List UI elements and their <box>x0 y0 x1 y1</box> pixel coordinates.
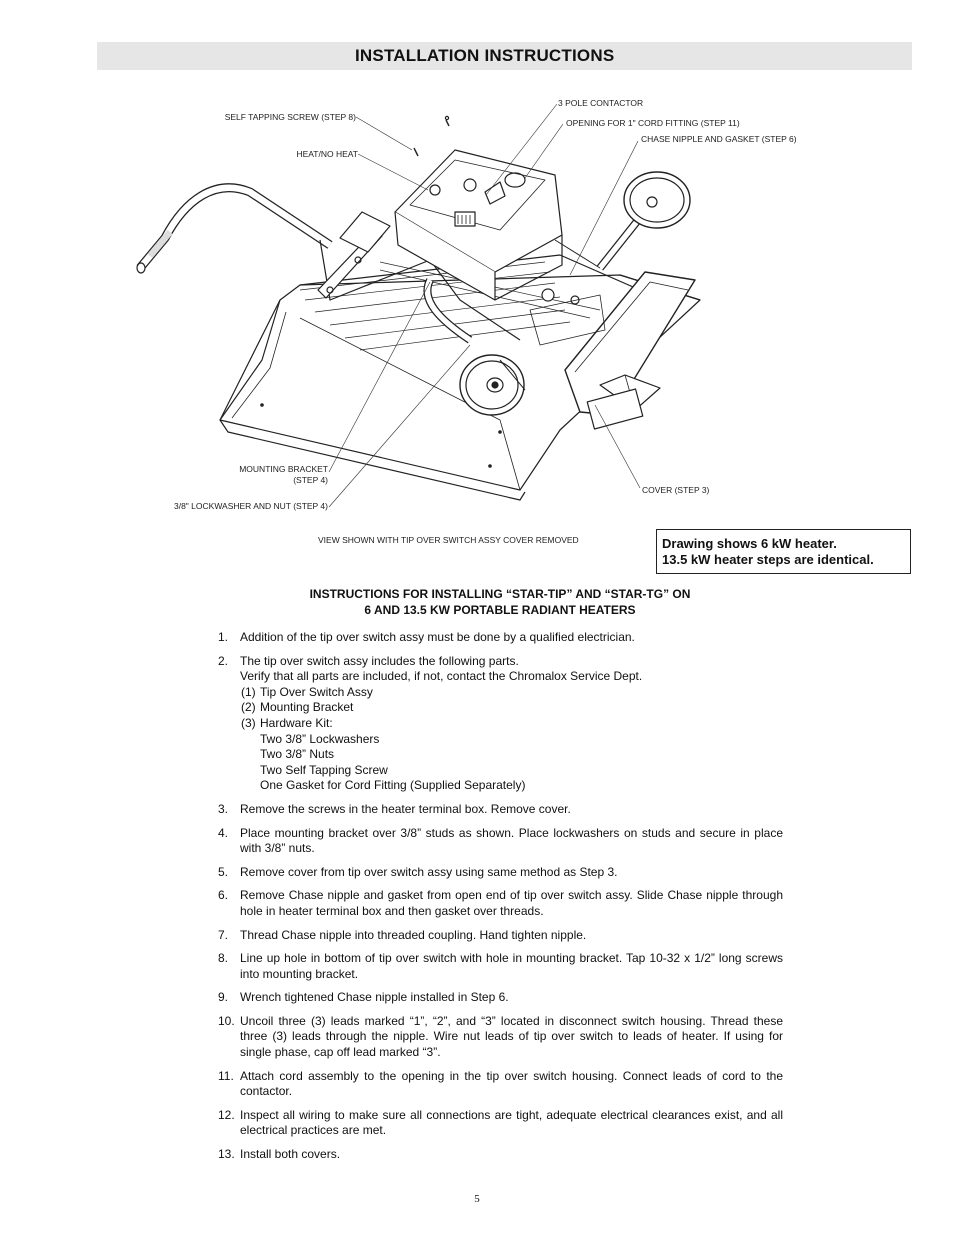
callout-heat-no-heat: HEAT/NO HEAT <box>296 149 358 159</box>
step-3: 3. Remove the screws in the heater terminal box. Remove cover. <box>218 801 571 816</box>
page-title: INSTALLATION INSTRUCTIONS <box>355 46 615 65</box>
part-item: (2) Mounting Bracket <box>241 700 354 715</box>
callout-3-pole-contactor: 3 POLE CONTACTOR <box>558 98 644 108</box>
step-9: 9. Wrench tightened Chase nipple installed in Step 6. <box>218 990 509 1005</box>
step-13: 13. Install both covers. <box>218 1147 341 1162</box>
step-8: 8. Line up hole in bottom of tip over switch with hole in mounting bracket. Tap 10-32 x 1/2” long screws into mounting bracket. <box>218 951 783 981</box>
callout-cord-fitting-opening: OPENING FOR 1" CORD FITTING (STEP 11) <box>566 118 740 128</box>
instructions-title: INSTRUCTIONS FOR INSTALLING “STAR-TIP” AND “STAR-TG” ON 6 AND 13.5 KW PORTABLE RADIANT HEATERS <box>309 587 691 617</box>
callout-chase-nipple: CHASE NIPPLE AND GASKET (STEP 6) <box>641 134 797 144</box>
step-2: 2. The tip over switch assy includes the following parts. Verify that all parts are included, if not, contact the Chromalox Service Dept. (1) Tip Over Switch Assy (2) Mounting Bracket (3) Hardware Kit: Two 3/8” Lockwashers Two 3/8” Nuts Two Self Tapping Screw One Gasket for Cord Fitting (Supplied Separately) <box>218 654 783 794</box>
kit-item: Two 3/8” Lockwashers <box>260 731 380 746</box>
step-5: 5. Remove cover from tip over switch assy using same method as Step 3. <box>218 864 618 879</box>
step-6: 6. Remove Chase nipple and gasket from open end of tip over switch assy. Slide Chase nipple through hole in heater terminal box and then gasket over threads. <box>218 888 783 918</box>
part-item: (1) Tip Over Switch Assy <box>241 684 373 699</box>
kit-item: Two 3/8” Nuts <box>260 747 335 762</box>
step-7: 7. Thread Chase nipple into threaded coupling. Hand tighten nipple. <box>218 927 587 942</box>
drawing-note: Drawing shows 6 kW heater. 13.5 kW heater steps are identical. <box>656 529 911 574</box>
parts-list <box>240 685 783 794</box>
kit-item: One Gasket for Cord Fitting (Supplied Separately) <box>260 778 526 793</box>
step-11: 11. Attach cord assembly to the opening in the tip over switch housing. Connect leads of cord to the contactor. <box>218 1068 783 1099</box>
callout-self-tapping-screw: SELF TAPPING SCREW (STEP 8) <box>224 112 356 122</box>
hardware-kit-list <box>240 732 783 794</box>
step-12: 12. Inspect all wiring to make sure all connections are tight, adequate electrical clearances exist, and all electrical practices are met. <box>218 1107 783 1138</box>
page-number: 5 <box>474 1193 480 1205</box>
callout-lockwasher-nut: 3/8" LOCKWASHER AND NUT (STEP 4) <box>173 501 328 511</box>
header-bar <box>97 42 912 70</box>
step-10: 10. Uncoil three (3) leads marked “1”, “2”, and “3” located in disconnect switch housing. Thread these three (3) leads through the nipple. Wire nut leads of tip over switch to leads of heater. If using for single phase, cap off lead marked “3”. <box>218 1013 783 1060</box>
step-1: 1. Addition of the tip over switch assy must be done by a qualified electrician. <box>218 630 635 644</box>
instruction-steps <box>218 630 783 1163</box>
heater-diagram <box>0 80 954 560</box>
kit-item: Two Self Tapping Screw <box>260 762 388 777</box>
callout-cover: COVER (STEP 3) <box>642 485 710 495</box>
view-note: VIEW SHOWN WITH TIP OVER SWITCH ASSY COVER REMOVED <box>318 535 579 545</box>
part-item: (3) Hardware Kit: <box>241 715 333 730</box>
callout-mounting-bracket: MOUNTING BRACKET (STEP 4) <box>239 464 328 485</box>
step-4: 4. Place mounting bracket over 3/8” studs as shown. Place lockwashers on studs and secure in place with 3/8” nuts. <box>218 825 783 856</box>
